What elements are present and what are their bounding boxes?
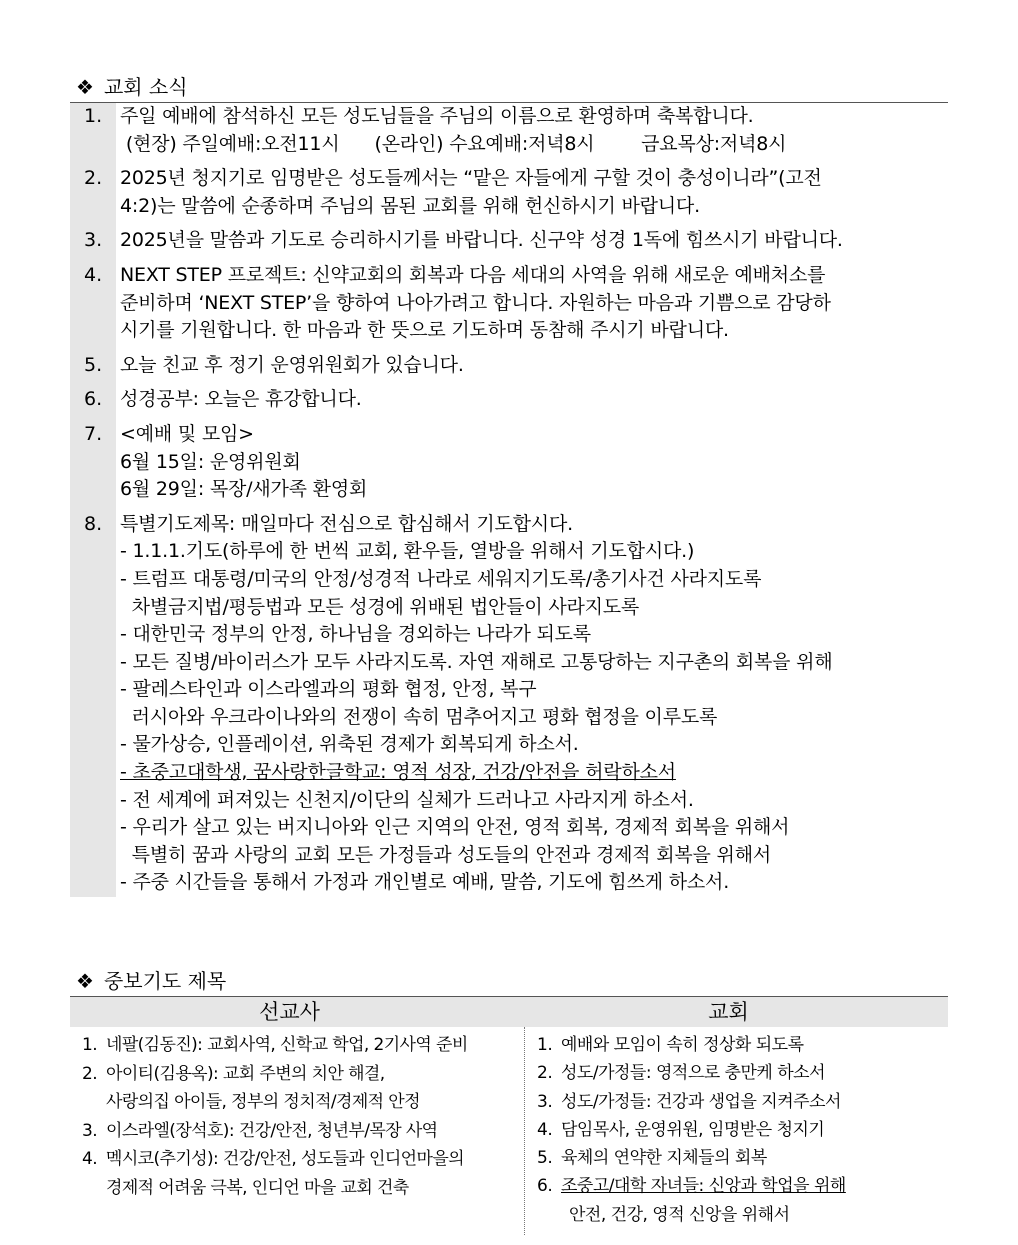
news-line: - 모든 질병/바이러스가 모두 사라지도록. 자연 재해로 고통당하는 지구촌의 회복을 위해 bbox=[120, 650, 833, 673]
news-item-number: 7. bbox=[70, 421, 116, 504]
news-row-gap bbox=[70, 220, 948, 227]
news-item-text bbox=[116, 165, 948, 220]
prayer-item-number: 3. bbox=[82, 1120, 98, 1141]
news-line: <예배 및 모임> bbox=[120, 422, 254, 445]
prayer-item-number: 1. bbox=[537, 1035, 553, 1055]
church-prayer-item bbox=[537, 1116, 948, 1144]
prayer-item-text: 예배와 모임이 속히 정상화 되도록 bbox=[561, 1035, 804, 1055]
news-item-number: 2. bbox=[70, 165, 116, 220]
missionary-column-header: 선교사 bbox=[259, 1000, 320, 1024]
news-item-number: 1. bbox=[70, 103, 116, 158]
church-column-header: 교회 bbox=[708, 1000, 749, 1024]
prayer-item-number: 6. bbox=[537, 1176, 553, 1197]
news-item bbox=[70, 227, 948, 255]
news-row-gap bbox=[70, 379, 948, 386]
church-prayer-item bbox=[537, 1031, 948, 1059]
prayer-item-number: 4. bbox=[82, 1149, 98, 1169]
prayer-item-number: 2. bbox=[537, 1063, 553, 1084]
news-row-gap bbox=[70, 414, 948, 421]
prayer-heading bbox=[76, 968, 226, 994]
missionary-prayer-item bbox=[82, 1031, 524, 1060]
prayer-item-text: 성도/가정들: 건강과 생업을 지켜주소서 bbox=[561, 1091, 841, 1112]
news-item-number: 5. bbox=[70, 352, 116, 380]
prayer-item-number: 3. bbox=[537, 1091, 553, 1112]
missionary-prayer-item bbox=[82, 1145, 524, 1202]
news-line: 준비하며 ‘NEXT STEP’을 향하여 나아가려고 합니다. 자원하는 마음과 기쁨으로 감당하 bbox=[120, 291, 831, 314]
news-row-gap bbox=[70, 158, 948, 165]
news-line: - 트럼프 대통령/미국의 안정/성경적 나라로 세워지기도록/총기사건 사라지도록 bbox=[120, 567, 762, 590]
news-line: 2025년 청지기로 임명받은 성도들께서는 “맡은 자들에게 구할 것이 충성이니라”(고전 bbox=[120, 167, 822, 190]
news-item-number: 3. bbox=[70, 227, 116, 255]
news-line: - 대한민국 정부의 안정, 하나님을 경외하는 나라가 되도록 bbox=[120, 623, 591, 646]
prayer-table-header bbox=[70, 997, 948, 1027]
diamond-bullet-icon: ❖ bbox=[76, 75, 94, 99]
prayer-item-text: 성도/가정들: 영적으로 충만케 하소서 bbox=[561, 1063, 825, 1084]
news-item-text bbox=[116, 511, 948, 897]
missionary-prayer-item bbox=[82, 1060, 524, 1117]
prayer-item-number: 4. bbox=[537, 1119, 553, 1140]
church-news-heading bbox=[76, 74, 188, 100]
news-line: 4:2)는 말씀에 순종하며 주님의 몸된 교회를 위해 헌신하시기 바랍니다. bbox=[120, 194, 700, 217]
prayer-table bbox=[70, 996, 948, 1235]
news-line: - 1.1.1.기도(하루에 한 번씩 교회, 환우들, 열방을 위해서 기도합시다.) bbox=[120, 540, 695, 563]
prayer-item-text: 육체의 연약한 지체들의 회복 bbox=[561, 1148, 767, 1169]
prayer-item-text: 이스라엘(장석호): 건강/안전, 청년부/목장 사역 bbox=[106, 1120, 438, 1141]
news-row-gap bbox=[70, 255, 948, 262]
church-prayer-list bbox=[525, 1027, 948, 1235]
news-line: 오늘 친교 후 정기 운영위원회가 있습니다. bbox=[120, 353, 464, 376]
news-item-number: 4. bbox=[70, 262, 116, 345]
missionary-prayer-list bbox=[70, 1027, 525, 1235]
church-prayer-item bbox=[537, 1144, 948, 1172]
news-line: 러시아와 우크라이나와의 전쟁이 속히 멈추어지고 평화 협정을 이루도록 bbox=[120, 705, 718, 728]
news-row-gap bbox=[70, 504, 948, 511]
church-prayer-item bbox=[537, 1172, 948, 1229]
news-item bbox=[70, 165, 948, 220]
prayer-item-number: 5. bbox=[537, 1148, 553, 1169]
church-prayer-item bbox=[537, 1088, 948, 1116]
prayer-item-text: 안전, 건강, 영적 신앙을 위해서 bbox=[569, 1204, 790, 1225]
news-line: - 초중고대학생, 꿈사랑한글학교: 영적 성장, 건강/안전을 허락하소서 bbox=[120, 761, 676, 784]
news-line: 2025년을 말씀과 기도로 승리하시기를 바랍니다. 신구약 성경 1독에 힘쓰시기 바랍니다. bbox=[120, 229, 843, 252]
news-item bbox=[70, 352, 948, 380]
news-line: 주일 예배에 참석하신 모든 성도님들을 주님의 이름으로 환영하며 축복합니다. bbox=[120, 105, 754, 127]
news-line: (현장) 주일예배:오전11시 (온라인) 수요예배:저녁8시 금요목상:저녁8시 bbox=[120, 132, 787, 155]
news-line: NEXT STEP 프로젝트: 신약교회의 회복과 다음 세대의 사역을 위해 새로운 예배처소를 bbox=[120, 263, 826, 286]
news-line: 6월 15일: 운영위원회 bbox=[120, 450, 301, 473]
prayer-item-text: 사랑의집 아이들, 정부의 정치적/경제적 안정 bbox=[106, 1092, 420, 1112]
church-news-list bbox=[70, 102, 948, 897]
news-line: 시기를 기원합니다. 한 마음과 한 뜻으로 기도하며 동참해 주시기 바랍니다. bbox=[120, 319, 729, 342]
news-line: - 팔레스타인과 이스라엘과의 평화 협정, 안정, 복구 bbox=[120, 678, 537, 701]
prayer-item-text: 조중고/대학 자녀들: 신앙과 학업을 위해 bbox=[561, 1176, 846, 1197]
prayer-item-text: 담임목사, 운영위원, 임명받은 청지기 bbox=[561, 1119, 825, 1140]
news-line: 특별기도제목: 매일마다 전심으로 합심해서 기도합시다. bbox=[120, 512, 573, 535]
news-item-text bbox=[116, 262, 948, 345]
news-item bbox=[70, 511, 948, 897]
prayer-item-text: 멕시코(추기성): 건강/안전, 성도들과 인디언마을의 bbox=[106, 1149, 464, 1169]
prayer-item-number: 2. bbox=[82, 1063, 98, 1084]
news-line: - 물가상승, 인플레이션, 위축된 경제가 회복되게 하소서. bbox=[120, 733, 579, 756]
diamond-bullet-icon: ❖ bbox=[76, 969, 94, 993]
news-item-text bbox=[116, 421, 948, 504]
news-item-number: 8. bbox=[70, 511, 116, 897]
prayer-item-text: 네팔(김동진): 교회사역, 신학교 학업, 2기사역 준비 bbox=[106, 1035, 468, 1055]
missionary-prayer-item bbox=[82, 1117, 524, 1146]
prayer-item-text: 경제적 어려움 극복, 인디언 마을 교회 건축 bbox=[106, 1177, 409, 1198]
news-item bbox=[70, 421, 948, 504]
news-item bbox=[70, 386, 948, 414]
news-row-gap bbox=[70, 345, 948, 352]
news-line: - 우리가 살고 있는 버지니아와 인근 지역의 안전, 영적 회복, 경제적 회복을 위해서 bbox=[120, 816, 790, 839]
prayer-item-number: 1. bbox=[82, 1035, 98, 1055]
news-line: 성경공부: 오늘은 휴강합니다. bbox=[120, 388, 362, 411]
church-news-heading-text: 교회 소식 bbox=[103, 75, 188, 99]
prayer-columns bbox=[70, 1027, 948, 1235]
news-line: - 주중 시간들을 통해서 가정과 개인별로 예배, 말씀, 기도에 힘쓰게 하소서. bbox=[120, 871, 730, 894]
news-line: 특별히 꿈과 사랑의 교회 모든 가정들과 성도들의 안전과 경제적 회복을 위해서 bbox=[120, 843, 772, 866]
news-item-text bbox=[116, 352, 948, 380]
prayer-heading-text: 중보기도 제목 bbox=[103, 969, 227, 993]
news-item-text bbox=[116, 227, 948, 255]
news-item-text bbox=[116, 103, 948, 158]
news-line: 차별금지법/평등법과 모든 성경에 위배된 법안들이 사라지도록 bbox=[120, 595, 640, 618]
news-line: - 전 세계에 퍼져있는 신천지/이단의 실체가 드러나고 사라지게 하소서. bbox=[120, 788, 694, 811]
news-item bbox=[70, 103, 948, 158]
church-prayer-item bbox=[537, 1059, 948, 1087]
news-item bbox=[70, 262, 948, 345]
news-item-text bbox=[116, 386, 948, 414]
prayer-item-text: 아이티(김용옥): 교회 주변의 치안 해결, bbox=[106, 1063, 385, 1084]
news-line: 6월 29일: 목장/새가족 환영회 bbox=[120, 478, 368, 501]
news-item-number: 6. bbox=[70, 386, 116, 414]
